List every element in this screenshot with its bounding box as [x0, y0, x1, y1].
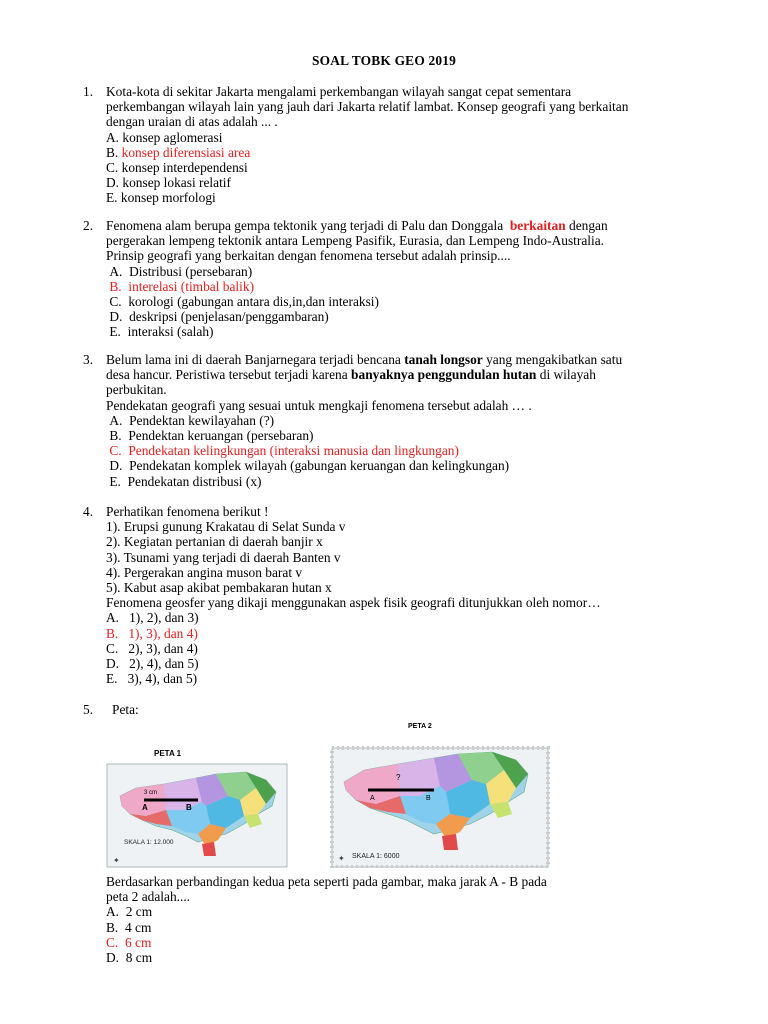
north-arrow-icon: ✦ — [338, 854, 345, 863]
question-1 — [83, 84, 733, 206]
option-d: D. 8 cm — [106, 950, 153, 966]
option-b: B. konsep diferensiasi area — [106, 144, 251, 160]
question-number: 2. — [83, 218, 94, 233]
option-d: D. Pendekatan komplek wilayah (gabungan keruangan dan kelingkungan) — [109, 458, 510, 474]
list-item: 2). Kegiatan pertanian di daerah banjir x — [106, 534, 323, 550]
option-b: B. 1), 3), dan 4) — [106, 625, 198, 641]
scale-label: SKALA 1: 12.000 — [124, 839, 174, 846]
question-text-line: Berdasarkan perbandingan kedua peta seperti pada gambar, maka jarak A - B pada — [106, 874, 547, 889]
option-a: A. 2 cm — [106, 904, 153, 920]
question-number: 3. — [83, 352, 94, 367]
option-c: C. 6 cm — [106, 934, 152, 950]
list-item: 4). Pergerakan angina muson barat v — [106, 564, 303, 580]
question-text-line: dengan uraian di atas adalah ... . — [106, 114, 278, 130]
option-b: B. Pendektan keruangan (persebaran) — [109, 428, 314, 444]
question-text-line: Kota-kota di sekitar Jakarta mengalami perkembangan wilayah sangat cepat sementara — [106, 84, 572, 99]
question-3 — [83, 352, 733, 489]
distance-label: ? — [396, 773, 401, 782]
bold-text: tanah longsor — [404, 352, 483, 367]
option-c: C. konsep interdependensi — [106, 160, 248, 176]
question-number: 4. — [83, 504, 94, 519]
answer-text: interelasi (timbal balik) — [128, 278, 255, 294]
question-text-line: peta 2 adalah.... — [106, 889, 191, 905]
scale-label: SKALA 1: 6000 — [352, 853, 400, 860]
point-a-label: A — [142, 803, 148, 812]
option-a: A. Distribusi (persebaran) — [109, 263, 253, 279]
option-c: C. korologi (gabungan antara dis,in,dan interaksi) — [109, 294, 379, 310]
question-number: 5. — [83, 702, 94, 717]
list-item: 5). Kabut asap akibat pembakaran hutan x — [106, 580, 332, 596]
question-number: 1. — [83, 84, 94, 99]
map-2 — [330, 718, 550, 868]
answer-text: Pendekatan kelingkungan (interaksi manusia dan lingkungan) — [128, 443, 459, 459]
question-text-line: Belum lama ini di daerah Banjarnegara terjadi bencana tanah longsor yang mengakibatkan satu — [106, 352, 623, 367]
option-e: E. Pendekatan distribusi (x) — [109, 473, 262, 489]
distance-label: 3 cm — [144, 790, 158, 796]
question-text-line: Perhatikan fenomena berikut ! — [106, 504, 269, 519]
option-e: E. konsep morfologi — [106, 190, 216, 206]
question-text-line: pergerakan lempeng tektonik antara Lempeng Pasifik, Eurasia, dan Lempeng Indo-Australia. — [106, 233, 605, 249]
answer-text: 1), 3), dan 4) — [128, 625, 198, 641]
map-1 — [106, 744, 288, 868]
option-d: D. deskripsi (penjelasan/penggambaran) — [109, 309, 329, 325]
option-c: C. 2), 3), dan 4) — [106, 640, 198, 656]
option-d: D. 2), 4), dan 5) — [106, 656, 199, 672]
option-e: E. interaksi (salah) — [109, 324, 214, 340]
list-item: 1). Erupsi gunung Krakatau di Selat Sunda v — [106, 519, 346, 535]
list-item: 3). Tsunami yang terjadi di daerah Banten v — [106, 549, 341, 565]
option-a: A. Pendektan kewilayahan (?) — [109, 412, 275, 428]
question-5 — [83, 702, 733, 717]
maps-figure — [100, 718, 580, 868]
question-2 — [83, 218, 733, 340]
question-4 — [83, 504, 733, 686]
point-b-label: B — [186, 803, 192, 812]
question-text-line: Prinsip geografi yang berkaitan dengan fenomena tersebut adalah prinsip.... — [106, 248, 511, 264]
page-title: SOAL TOBK GEO 2019 — [311, 53, 457, 68]
point-a-label: A — [370, 795, 375, 802]
option-e: E. 3), 4), dan 5) — [106, 671, 198, 687]
question-text-line: Fenomena geosfer yang dikaji menggunakan aspek fisik geografi ditunjukkan oleh nomor… — [106, 595, 601, 611]
bold-text: banyaknya penggundulan hutan — [351, 367, 537, 383]
answer-text: 6 cm — [124, 934, 152, 950]
option-d: D. konsep lokasi relatif — [106, 175, 231, 191]
map-2-title: PETA 2 — [408, 723, 432, 730]
question-5-body — [83, 874, 733, 965]
question-text-line: Peta: — [112, 702, 139, 717]
question-text-line: perbukitan. — [106, 382, 167, 398]
map-1-title: PETA 1 — [154, 749, 182, 758]
option-b: B. 4 cm — [106, 919, 152, 935]
north-arrow-icon: ✦ — [113, 856, 120, 865]
point-b-label: B — [426, 795, 431, 802]
question-text-line: perkembangan wilayah lain yang jauh dari Jakarta relatif lambat. Konsep geografi yang berkaitan — [106, 99, 629, 115]
option-b: B. interelasi (timbal balik) — [109, 278, 255, 294]
option-c: C. Pendekatan kelingkungan (interaksi manusia dan lingkungan) — [109, 443, 459, 459]
answer-text: konsep diferensiasi area — [121, 144, 251, 160]
question-text-line: Fenomena alam berupa gempa tektonik yang terjadi di Palu dan Donggala berkaitan dengan — [106, 218, 608, 233]
question-text-line: Pendekatan geografi yang sesuai untuk mengkaji fenomena tersebut adalah … . — [106, 397, 532, 413]
highlight-text: berkaitan — [509, 218, 566, 233]
option-a: A. 1), 2), dan 3) — [106, 610, 199, 626]
question-text-line: desa hancur. Peristiwa tersebut terjadi karena banyaknya penggundulan hutan di wilayah — [106, 367, 596, 383]
option-a: A. konsep aglomerasi — [106, 129, 223, 145]
